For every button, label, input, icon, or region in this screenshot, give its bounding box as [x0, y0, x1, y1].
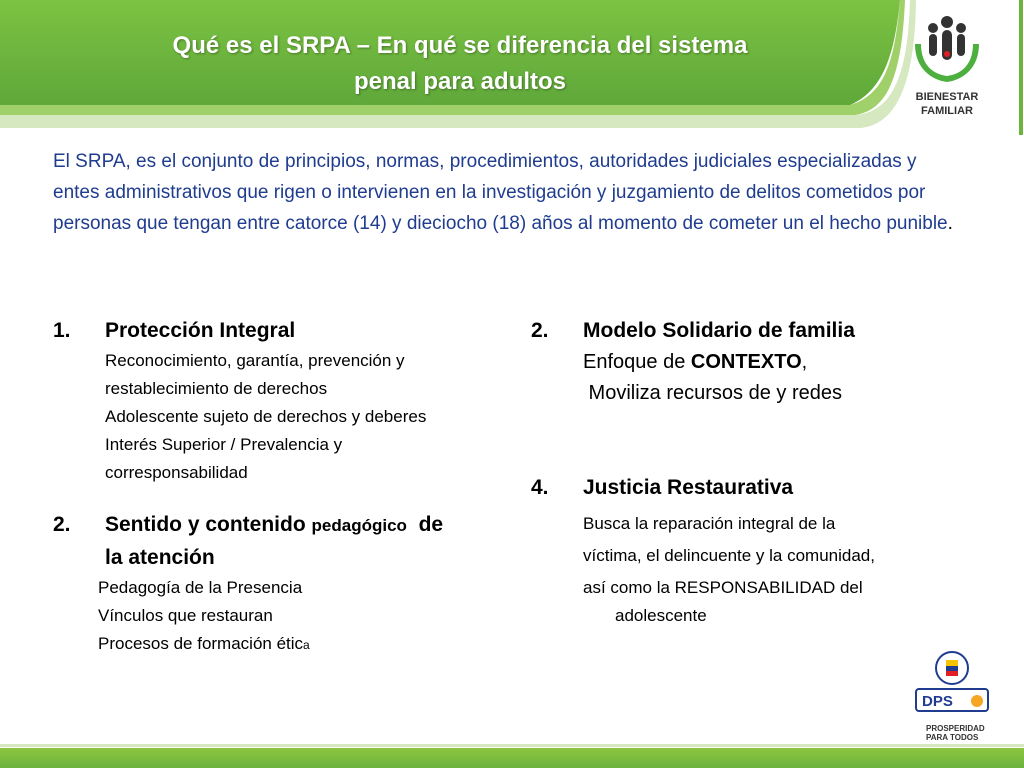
- right-item-2-last-line: adolescente: [615, 606, 707, 625]
- right-item-1-heading: [531, 315, 991, 347]
- left-item-2-heading-line-2: [53, 542, 523, 574]
- right-item-1-text-a: Enfoque de: [583, 351, 691, 373]
- left-item-2-title-a: Sentido y contenido: [105, 513, 312, 536]
- left-item-1-line: restablecimiento de derechos: [105, 379, 328, 398]
- prosperidad-logo: [926, 724, 985, 742]
- left-item-2-title-b: pedagógico: [311, 516, 407, 535]
- page-title: [40, 28, 880, 100]
- right-item-2-details: [531, 508, 991, 628]
- right-item-2-line: Busca la reparación integral de la: [583, 514, 836, 533]
- right-item-1-line-1: [583, 347, 991, 378]
- left-item-1-heading: [53, 315, 523, 347]
- logo-text-line-1: BIENESTAR: [915, 91, 979, 103]
- intro-period: .: [947, 213, 953, 234]
- intro-text: El SRPA, es el conjunto de principios, normas, procedimientos, autoridades judiciales especializadas y entes administrativos que rigen o intervienen en la investigación y juzgamiento de delitos cometidos por personas que tengan entre catorce (14) y dieciocho (18) años al momento de cometer un el hecho punible: [53, 151, 948, 234]
- right-column: [531, 315, 991, 628]
- right-item-1-text-bold: CONTEXTO: [690, 351, 802, 373]
- left-item-1-line: Interés Superior / Prevalencia y: [105, 435, 343, 454]
- left-item-2-line-last: [98, 630, 523, 659]
- left-item-2-details: [53, 574, 523, 659]
- right-item-1-text-b: ,: [801, 351, 808, 373]
- left-item-2-last-char: a: [303, 638, 310, 652]
- left-item-2-line: Pedagogía de la Presencia: [98, 578, 303, 597]
- left-item-2-title-line-2: la atención: [105, 546, 215, 569]
- title-line-2: penal para adultos: [353, 68, 567, 95]
- prosperidad-line-1: PROSPERIDAD: [926, 724, 985, 733]
- left-item-1-title: Protección Integral: [105, 319, 296, 342]
- left-item-2-number: 2.: [53, 513, 71, 536]
- dps-logo-text: DPS: [922, 693, 953, 710]
- left-item-2-line: Vínculos que restauran: [98, 606, 273, 625]
- colombia-coat-of-arms-icon: [934, 650, 970, 686]
- right-item-2-line: así como la RESPONSABILIDAD del: [583, 578, 863, 597]
- right-item-2-line: víctima, el delincuente y la comunidad,: [583, 546, 875, 565]
- right-item-2-number: 4.: [531, 476, 549, 499]
- bienestar-familiar-logo: [897, 14, 997, 124]
- left-item-2-title-c: de: [406, 513, 444, 536]
- prosperidad-line-2: PARA TODOS: [926, 733, 979, 742]
- right-item-2-heading: [531, 472, 991, 504]
- right-item-2-title: Justicia Restaurativa: [583, 476, 794, 499]
- left-item-1-details: [53, 347, 523, 487]
- dps-logo: [915, 688, 989, 712]
- left-item-1-line: corresponsabilidad: [105, 463, 248, 482]
- right-item-1-details: [531, 347, 991, 409]
- right-item-1-number: 2.: [531, 319, 549, 342]
- intro-paragraph: [53, 146, 953, 239]
- left-item-2-heading: [53, 509, 523, 542]
- left-item-1-number: 1.: [53, 319, 71, 342]
- left-item-1-line: Adolescente sujeto de derechos y deberes: [105, 407, 427, 426]
- right-item-1-line-2: Moviliza recursos de y redes: [583, 382, 842, 404]
- footer-band: [0, 748, 1024, 768]
- logo-text-line-2: FAMILIAR: [921, 105, 973, 117]
- title-line-1: Qué es el SRPA – En qué se diferencia del sistema: [172, 32, 748, 59]
- right-item-1-title: Modelo Solidario de familia: [583, 319, 855, 342]
- dps-face-icon: [971, 695, 983, 707]
- left-item-1-line: Reconocimiento, garantía, prevención y: [105, 351, 405, 370]
- family-hands-icon: [907, 14, 987, 84]
- left-item-2-last-text: Procesos de formación étic: [98, 634, 304, 653]
- left-column: [53, 315, 523, 659]
